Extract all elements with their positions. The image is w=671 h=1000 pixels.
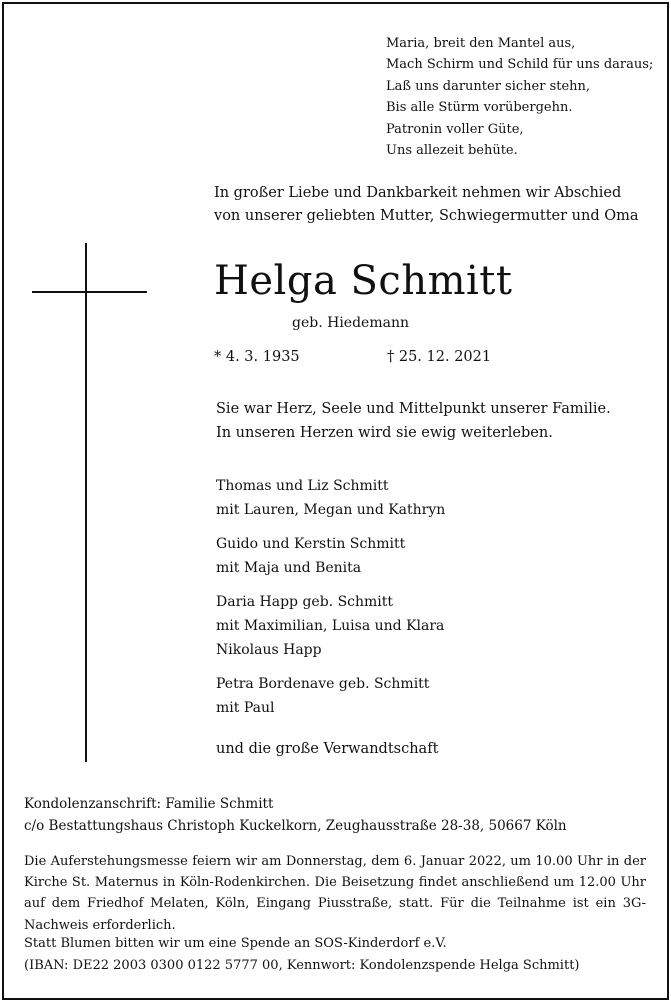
poem-line: Mach Schirm und Schild für uns daraus; [386,57,654,73]
death-date: † 25. 12. 2021 [387,349,492,365]
memorial-quote [216,397,611,445]
intro-text [214,182,639,228]
poem-line: Laß uns darunter sicher stehn, [386,78,591,94]
poem [386,33,653,161]
condolence-address [24,793,567,837]
cross-vertical-bar [85,243,87,762]
family-group [216,474,445,522]
family-line: mit Maximilian, Luisa und Klara [216,618,445,634]
family-line: mit Maja und Benita [216,560,362,576]
condolence-line: Kondolenzanschrift: Familie Schmitt [24,796,274,812]
quote-line: Sie war Herz, Seele und Mittelpunkt unserer Familie. [216,401,611,417]
quote-line: In unseren Herzen wird sie ewig weiterleben. [216,425,553,441]
family-tail: und die große Verwandtschaft [216,741,439,757]
poem-line: Patronin voller Güte, [386,121,524,137]
cross-horizontal-bar [32,291,147,293]
mass-info [24,851,646,936]
family-line: Guido und Kerstin Schmitt [216,536,406,552]
family-line: Daria Happ geb. Schmitt [216,594,394,610]
poem-line: Maria, breit den Mantel aus, [386,36,576,51]
poem-line: Uns allezeit behüte. [386,142,518,158]
mass-paragraph: Die Auferstehungsmesse feiern wir am Donnerstag, dem 6. Januar 2022, um 10.00 Uhr in der Kirche St. Maternus in Köln-Rodenkirchen. Die Beisetzung findet anschließend um 12.00 Uhr auf dem Friedhof Melaten, Köln, Eingang Piusstraße, statt. Für die Teilnahme ist ein 3G-Nachweis erforderlich. [24,854,646,933]
intro-line: In großer Liebe und Dankbarkeit nehmen wir Abschied [214,185,622,201]
family-line: mit Lauren, Megan und Kathryn [216,502,446,518]
maiden-name: geb. Hiedemann [292,315,409,331]
donation-line: (IBAN: DE22 2003 0300 0122 5777 00, Kennwort: Kondolenzspende Helga Schmitt) [24,957,580,973]
family-line: Thomas und Liz Schmitt [216,478,389,494]
donation-line: Statt Blumen bitten wir um eine Spende an SOS-Kinderdorf e.V. [24,936,447,951]
family-group [216,672,445,720]
donation-note [24,933,579,977]
deceased-name: Helga Schmitt [214,258,513,304]
family-line: Nikolaus Happ [216,642,322,658]
intro-line: von unserer geliebten Mutter, Schwiegermutter und Oma [214,208,639,224]
condolence-line: c/o Bestattungshaus Christoph Kuckelkorn, Zeughausstraße 28-38, 50667 Köln [24,818,567,834]
family-line: mit Paul [216,700,275,716]
birth-date: * 4. 3. 1935 [214,349,300,365]
family-line: Petra Bordenave geb. Schmitt [216,676,430,692]
poem-line: Bis alle Stürm vorübergehn. [386,100,573,116]
family-group [216,590,445,662]
family-list [216,474,445,730]
family-group [216,532,445,580]
